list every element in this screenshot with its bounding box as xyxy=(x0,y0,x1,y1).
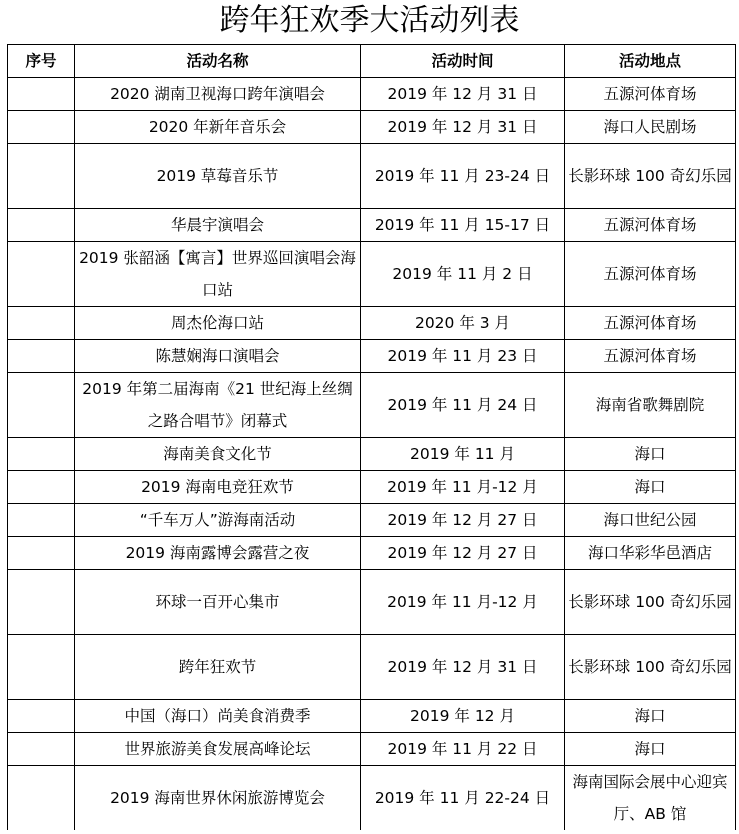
cell-activity-name: 2019 草莓音乐节 xyxy=(75,144,361,209)
cell-activity-name: 世界旅游美食发展高峰论坛 xyxy=(75,733,361,766)
cell-number xyxy=(8,471,75,504)
cell-activity-place: 海口 xyxy=(565,700,736,733)
table-row xyxy=(8,438,736,471)
cell-activity-time: 2019 年 11 月 23-24 日 xyxy=(361,144,565,209)
table-row xyxy=(8,373,736,438)
cell-activity-name: 2020 年新年音乐会 xyxy=(75,111,361,144)
cell-activity-place: 海南省歌舞剧院 xyxy=(565,373,736,438)
cell-number xyxy=(8,700,75,733)
cell-number xyxy=(8,373,75,438)
cell-activity-time: 2019 年 11 月-12 月 xyxy=(361,471,565,504)
table-header-row xyxy=(8,45,736,78)
cell-activity-name: 2019 海南世界休闲旅游博览会 xyxy=(75,766,361,831)
cell-number xyxy=(8,209,75,242)
cell-number xyxy=(8,340,75,373)
cell-number xyxy=(8,733,75,766)
cell-activity-name: 海南美食文化节 xyxy=(75,438,361,471)
cell-number xyxy=(8,570,75,635)
cell-activity-place: 长影环球 100 奇幻乐园 xyxy=(565,635,736,700)
cell-activity-name: 周杰伦海口站 xyxy=(75,307,361,340)
cell-activity-place: 五源河体育场 xyxy=(565,307,736,340)
cell-activity-place: 五源河体育场 xyxy=(565,78,736,111)
header-number: 序号 xyxy=(8,45,75,78)
cell-activity-place: 海口 xyxy=(565,471,736,504)
cell-activity-name: 陈慧娴海口演唱会 xyxy=(75,340,361,373)
table-row xyxy=(8,78,736,111)
cell-number xyxy=(8,111,75,144)
cell-activity-place: 海口 xyxy=(565,733,736,766)
cell-activity-time: 2019 年 12 月 27 日 xyxy=(361,504,565,537)
cell-activity-time: 2019 年 12 月 xyxy=(361,700,565,733)
table-row xyxy=(8,307,736,340)
table-row xyxy=(8,635,736,700)
cell-activity-time: 2019 年 11 月 22 日 xyxy=(361,733,565,766)
header-activity-time: 活动时间 xyxy=(361,45,565,78)
cell-number xyxy=(8,78,75,111)
cell-activity-name: 2019 海南电竞狂欢节 xyxy=(75,471,361,504)
cell-activity-time: 2019 年 11 月 24 日 xyxy=(361,373,565,438)
cell-activity-time: 2019 年 11 月-12 月 xyxy=(361,570,565,635)
cell-activity-time: 2019 年 11 月 2 日 xyxy=(361,242,565,307)
cell-activity-name: 2019 张韶涵【寓言】世界巡回演唱会海口站 xyxy=(75,242,361,307)
header-activity-name: 活动名称 xyxy=(75,45,361,78)
table-row xyxy=(8,471,736,504)
cell-activity-time: 2019 年 11 月 23 日 xyxy=(361,340,565,373)
cell-activity-place: 海口华彩华邑酒店 xyxy=(565,537,736,570)
cell-number xyxy=(8,537,75,570)
cell-activity-time: 2019 年 12 月 31 日 xyxy=(361,635,565,700)
table-row xyxy=(8,144,736,209)
cell-activity-time: 2019 年 11 月 15-17 日 xyxy=(361,209,565,242)
cell-activity-place: 五源河体育场 xyxy=(565,209,736,242)
table-row xyxy=(8,111,736,144)
cell-activity-place: 长影环球 100 奇幻乐园 xyxy=(565,570,736,635)
cell-number xyxy=(8,307,75,340)
cell-number xyxy=(8,766,75,831)
cell-activity-time: 2019 年 12 月 31 日 xyxy=(361,111,565,144)
cell-number xyxy=(8,635,75,700)
cell-activity-name: 华晨宇演唱会 xyxy=(75,209,361,242)
cell-activity-name: 2019 海南露博会露营之夜 xyxy=(75,537,361,570)
cell-activity-time: 2019 年 12 月 27 日 xyxy=(361,537,565,570)
activity-table xyxy=(7,44,736,830)
cell-activity-name: 跨年狂欢节 xyxy=(75,635,361,700)
table-row xyxy=(8,537,736,570)
cell-activity-place: 长影环球 100 奇幻乐园 xyxy=(565,144,736,209)
table-row xyxy=(8,733,736,766)
table-row xyxy=(8,570,736,635)
cell-activity-place: 海口 xyxy=(565,438,736,471)
cell-activity-place: 海南国际会展中心迎宾厅、AB 馆 xyxy=(565,766,736,831)
table-row xyxy=(8,504,736,537)
table-row xyxy=(8,242,736,307)
cell-number xyxy=(8,504,75,537)
cell-activity-time: 2019 年 11 月 22-24 日 xyxy=(361,766,565,831)
cell-activity-place: 海口世纪公园 xyxy=(565,504,736,537)
table-row xyxy=(8,209,736,242)
cell-activity-time: 2020 年 3 月 xyxy=(361,307,565,340)
cell-activity-name: 2020 湖南卫视海口跨年演唱会 xyxy=(75,78,361,111)
table-row xyxy=(8,340,736,373)
cell-activity-name: 中国（海口）尚美食消费季 xyxy=(75,700,361,733)
table-row xyxy=(8,766,736,831)
cell-activity-time: 2019 年 11 月 xyxy=(361,438,565,471)
table-row xyxy=(8,700,736,733)
cell-number xyxy=(8,438,75,471)
cell-activity-place: 五源河体育场 xyxy=(565,340,736,373)
cell-activity-place: 海口人民剧场 xyxy=(565,111,736,144)
cell-activity-place: 五源河体育场 xyxy=(565,242,736,307)
document-title: 跨年狂欢季大活动列表 xyxy=(219,3,520,38)
cell-activity-time: 2019 年 12 月 31 日 xyxy=(361,78,565,111)
cell-number xyxy=(8,144,75,209)
cell-activity-name: “千车万人”游海南活动 xyxy=(75,504,361,537)
cell-activity-name: 环球一百开心集市 xyxy=(75,570,361,635)
cell-number xyxy=(8,242,75,307)
cell-activity-name: 2019 年第二届海南《21 世纪海上丝绸之路合唱节》闭幕式 xyxy=(75,373,361,438)
header-activity-place: 活动地点 xyxy=(565,45,736,78)
